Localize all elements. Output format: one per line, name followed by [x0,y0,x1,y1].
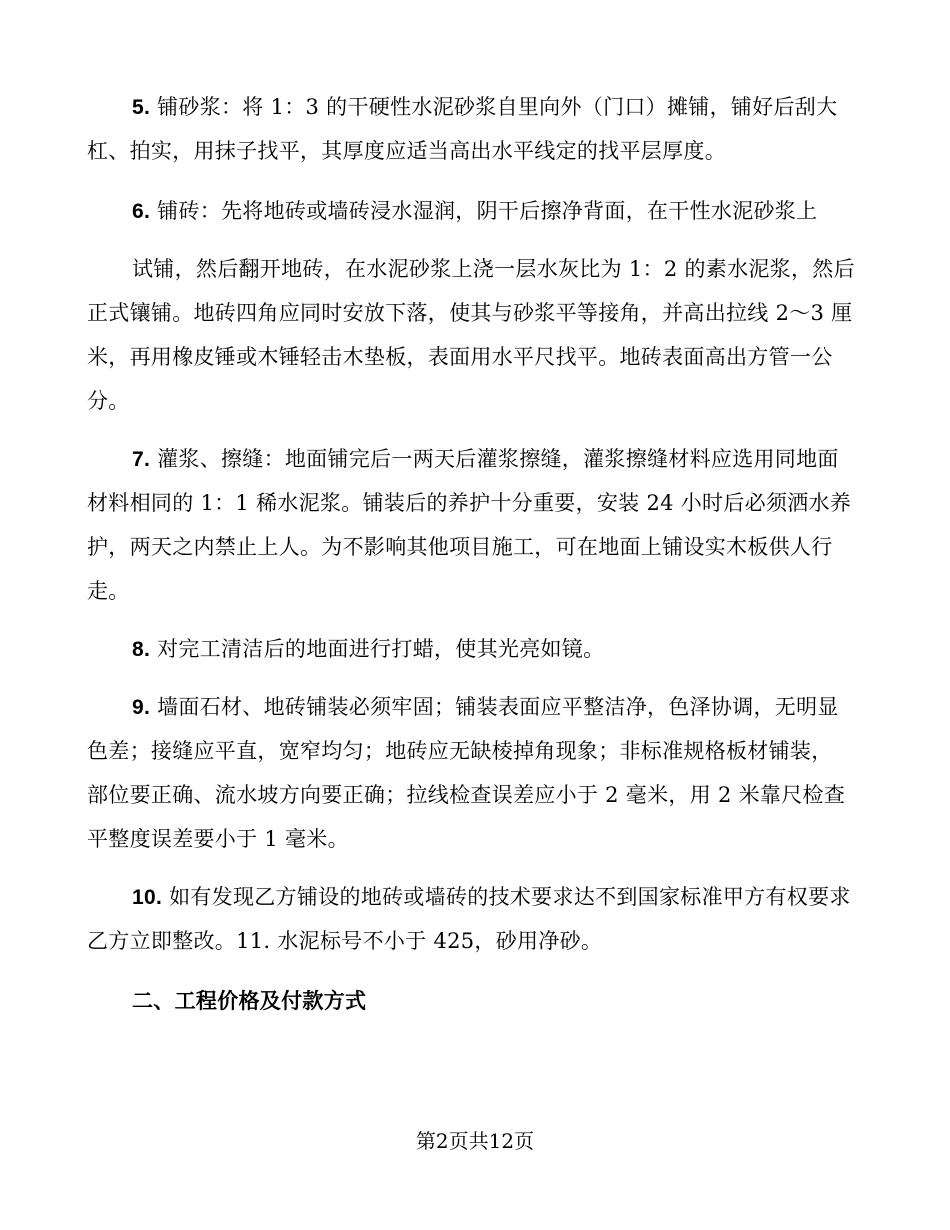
page-footer: 第2页共12页 [415,1129,535,1153]
item-9-line-4: 平整度误差要小于 1 毫米。 [87,827,349,851]
item-10-line-1: 10. 如有发现乙方铺设的地砖或墙砖的技术要求达不到国家标准甲方有权要求 [132,885,851,909]
item-6-line-1: 6. 铺砖：先将地砖或墙砖浸水湿润，阴干后擦净背面，在干性水泥砂浆上 [132,199,818,223]
item-6-line-4: 米，再用橡皮锤或木锤轻击木垫板，表面用水平尺找平。地砖表面高出方管一公 [87,345,833,369]
item-6-line-2: 试铺，然后翻开地砖，在水泥砂浆上浇一层水灰比为 1：2 的素水泥浆，然后 [132,257,855,281]
item-7-line-1: 7. 灌浆、擦缝：地面铺完后一两天后灌浆擦缝，灌浆擦缝材料应选用同地面 [132,447,839,471]
item-5-line-2: 杠、拍实，用抹子找平，其厚度应适当高出水平线定的找平层厚度。 [87,139,726,163]
item-9-line-2: 色差；接缝应平直，宽窄均匀；地砖应无缺棱掉角现象；非标准规格板材铺装， [87,739,833,763]
section-heading: 二、工程价格及付款方式 [132,988,367,1013]
item-9-line-3: 部位要正确、流水坡方向要正确；拉线检查误差应小于 2 毫米，用 2 米靠尺检查 [87,783,846,807]
item-6-line-5: 分。 [87,389,130,413]
item-10-line-2: 乙方立即整改。11. 水泥标号不小于 425，砂用净砂。 [87,929,603,953]
item-6-line-3: 正式镶铺。地砖四角应同时安放下落，使其与砂浆平等接角，并高出拉线 2～3 厘 [87,301,853,325]
item-7-line-3: 护，两天之内禁止上人。为不影响其他项目施工，可在地面上铺设实木板供人行 [87,535,833,559]
item-8-line-1: 8. 对完工清洁后的地面进行打蜡，使其光亮如镜。 [132,637,605,661]
item-9-line-1: 9. 墙面石材、地砖铺装必须牢固；铺装表面应平整洁净，色泽协调，无明显 [132,695,839,719]
item-7-line-2: 材料相同的 1：1 稀水泥浆。铺装后的养护十分重要，安装 24 小时后必须洒水养 [87,491,852,515]
item-7-line-4: 走。 [87,579,130,603]
item-5-line-1: 5. 铺砂浆：将 1：3 的干硬性水泥砂浆自里向外（门口）摊铺，铺好后刮大 [132,95,838,119]
